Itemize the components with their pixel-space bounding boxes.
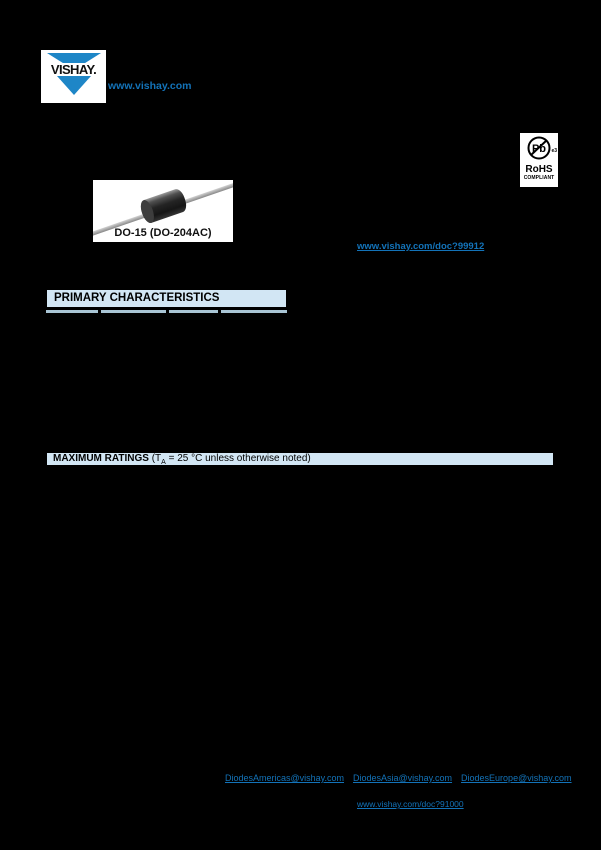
- rohs-subtitle: COMPLIANT: [523, 175, 555, 181]
- lead-free-icon: [526, 135, 552, 161]
- logo-wordmark: VISHAY.: [50, 62, 97, 77]
- email-link-europe[interactable]: DiodesEurope@vishay.com: [461, 773, 572, 783]
- logo-triangle-bottom-icon: [57, 76, 91, 95]
- description-doc-link[interactable]: www.vishay.com/doc?99912: [357, 241, 485, 252]
- rohs-title: RoHS: [525, 164, 553, 175]
- maximum-ratings-header: [45, 451, 555, 467]
- package-caption: DO-15 (DO-204AC): [114, 227, 212, 239]
- rohs-compliant-badge: [520, 133, 558, 187]
- footer-contact-links: [225, 773, 572, 783]
- maximum-ratings-condition-post: = 25 °C unless otherwise noted): [165, 453, 311, 464]
- table-column-divider: [166, 310, 169, 313]
- maximum-ratings-condition-pre: (T: [151, 453, 162, 464]
- table-column-divider: [98, 310, 101, 313]
- maximum-ratings-title: MAXIMUM RATINGS: [53, 453, 152, 464]
- email-link-asia[interactable]: DiodesAsia@vishay.com: [353, 773, 453, 783]
- package-figure: [93, 180, 233, 242]
- vishay-website-link[interactable]: www.vishay.com: [108, 80, 192, 92]
- e3-mark: e3: [551, 148, 557, 154]
- maximum-ratings-condition-sub: A: [161, 459, 166, 466]
- table-column-divider: [218, 310, 221, 313]
- primary-table-top-edge: [46, 310, 287, 313]
- svg-text:Pb: Pb: [531, 143, 547, 155]
- primary-characteristics-header: PRIMARY CHARACTERISTICS: [45, 288, 288, 309]
- diode-body: [138, 187, 188, 224]
- footer-disclaimer-link[interactable]: www.vishay.com/doc?91000: [357, 799, 464, 809]
- email-link-americas[interactable]: DiodesAmericas@vishay.com: [225, 773, 345, 783]
- vishay-logo: [41, 50, 106, 103]
